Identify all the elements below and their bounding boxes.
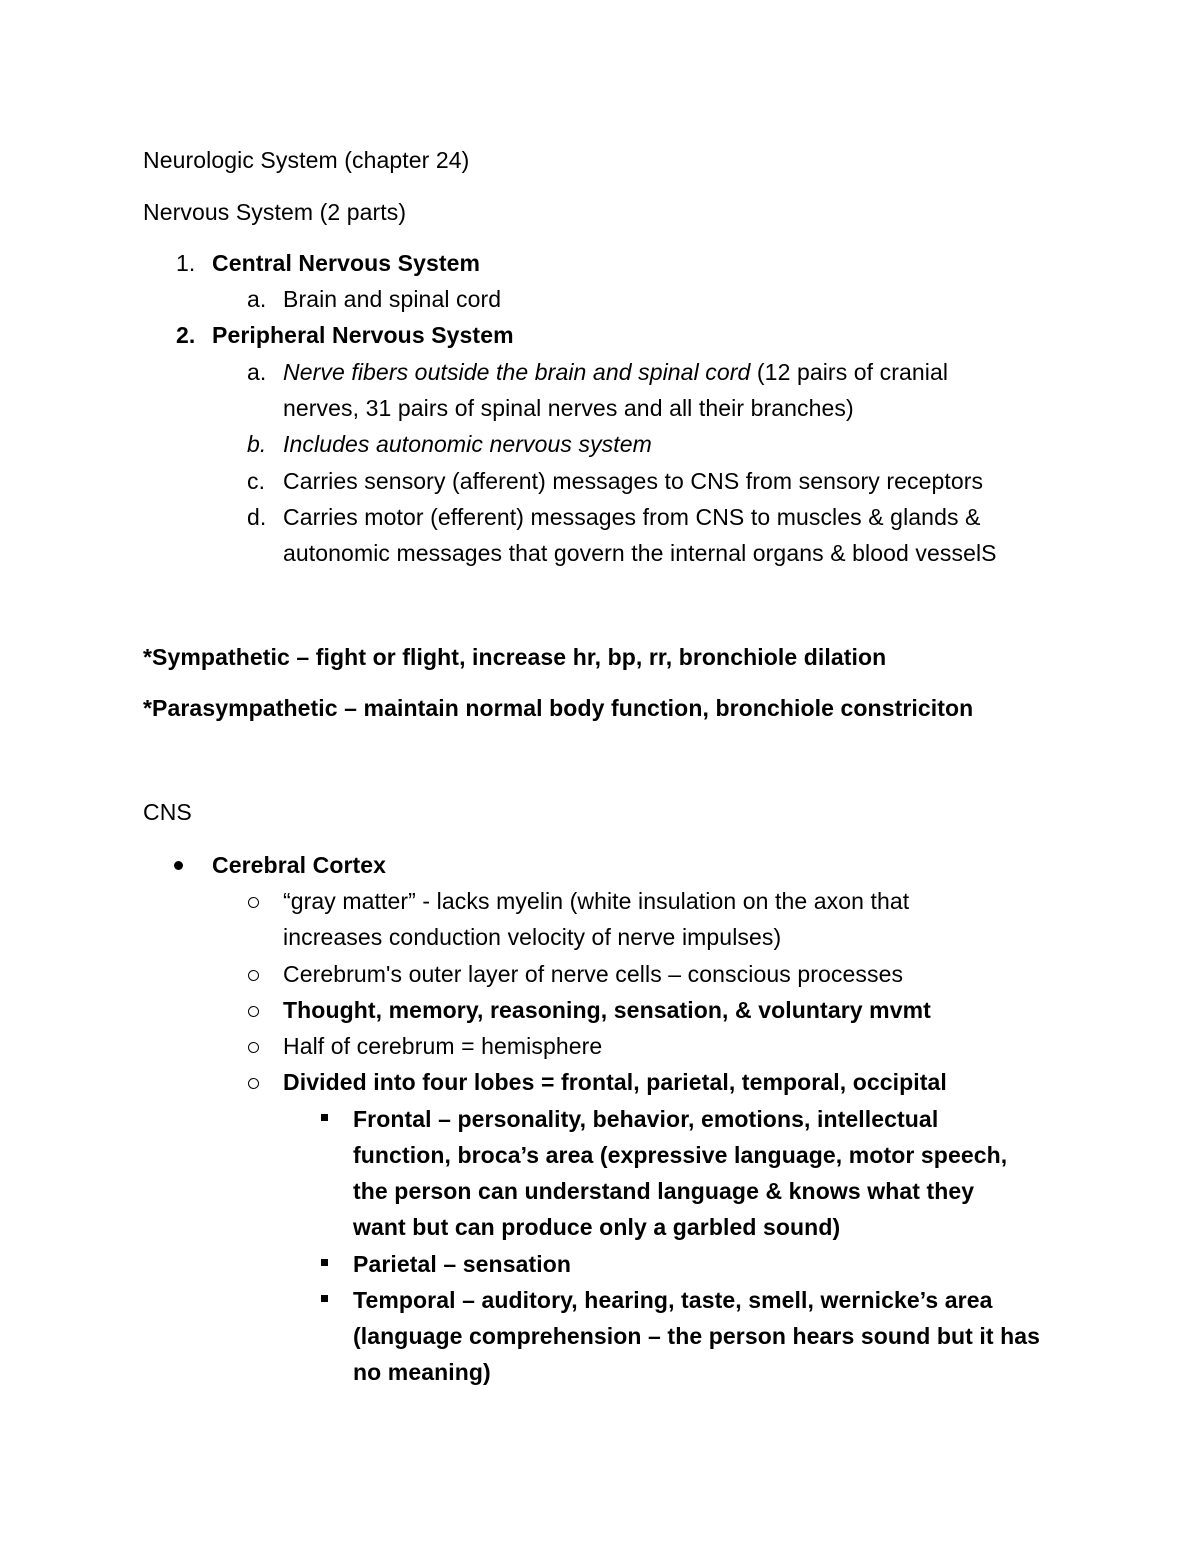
square-bullet-icon: [321, 1114, 328, 1121]
section-heading: Nervous System (2 parts): [143, 199, 407, 225]
list-item: Thought, memory, reasoning, sensation, & voluntary mvmt: [283, 997, 931, 1023]
list-item: Carries sensory (afferent) messages to CNS from sensory receptors: [283, 468, 984, 494]
plain-text: (12 pairs of cranial: [750, 359, 949, 385]
list-item: Cerebrum's outer layer of nerve cells – conscious processes: [283, 961, 904, 987]
note-parasympathetic: *Parasympathetic – maintain normal body function, bronchiole constriciton: [143, 695, 974, 721]
lobe-temporal: Temporal – auditory, hearing, taste, smell, wernicke’s area: [353, 1287, 993, 1313]
document-title: Neurologic System (chapter 24): [143, 147, 470, 173]
list-letter: d.: [247, 504, 267, 530]
circle-bullet-icon: [248, 1078, 259, 1089]
note-sympathetic: *Sympathetic – fight or flight, increase hr, bp, rr, bronchiole dilation: [143, 644, 887, 670]
circle-bullet-icon: [248, 897, 259, 908]
list-item: Carries motor (efferent) messages from CNS to muscles & glands &: [283, 504, 981, 530]
circle-bullet-icon: [248, 1042, 259, 1053]
lobe-parietal: Parietal – sensation: [353, 1251, 572, 1277]
square-bullet-icon: [321, 1295, 328, 1302]
list-item: Includes autonomic nervous system: [283, 431, 652, 457]
list-item: Half of cerebrum = hemisphere: [283, 1033, 603, 1059]
list-item-continuation: increases conduction velocity of nerve impulses): [283, 924, 782, 950]
list-item: Brain and spinal cord: [283, 286, 502, 312]
list-number: 1.: [176, 250, 196, 276]
list-number: 2.: [176, 322, 196, 348]
list-item-continuation: nerves, 31 pairs of spinal nerves and all their branches): [283, 395, 854, 421]
list-item: [283, 357, 948, 387]
list-letter: a.: [247, 286, 267, 312]
list-item-continuation: autonomic messages that govern the internal organs & blood vesselS: [283, 540, 997, 566]
list-item-cerebral-cortex: Cerebral Cortex: [212, 852, 387, 878]
list-letter: b.: [247, 431, 267, 457]
list-item-central-nervous-system: Central Nervous System: [212, 250, 481, 276]
lobe-temporal-continuation: (language comprehension – the person hears sound but it has: [353, 1323, 1041, 1349]
circle-bullet-icon: [248, 1006, 259, 1017]
list-letter: a.: [247, 359, 267, 385]
lobe-temporal-continuation: no meaning): [353, 1359, 491, 1385]
italic-text: Nerve fibers outside the brain and spinal cord: [283, 359, 751, 385]
list-item: “gray matter” - lacks myelin (white insulation on the axon that: [283, 888, 910, 914]
bullet-icon: [174, 861, 183, 870]
list-item: Divided into four lobes = frontal, parietal, temporal, occipital: [283, 1069, 947, 1095]
list-item-peripheral-nervous-system: Peripheral Nervous System: [212, 322, 514, 348]
circle-bullet-icon: [248, 970, 259, 981]
lobe-frontal-continuation: function, broca’s area (expressive language, motor speech,: [353, 1142, 1008, 1168]
lobe-frontal-continuation: the person can understand language & knows what they: [353, 1178, 975, 1204]
list-letter: c.: [247, 468, 266, 494]
lobe-frontal: Frontal – personality, behavior, emotions, intellectual: [353, 1106, 939, 1132]
square-bullet-icon: [321, 1259, 328, 1266]
lobe-frontal-continuation: want but can produce only a garbled sound): [353, 1214, 841, 1240]
section-heading-cns: CNS: [143, 799, 192, 825]
